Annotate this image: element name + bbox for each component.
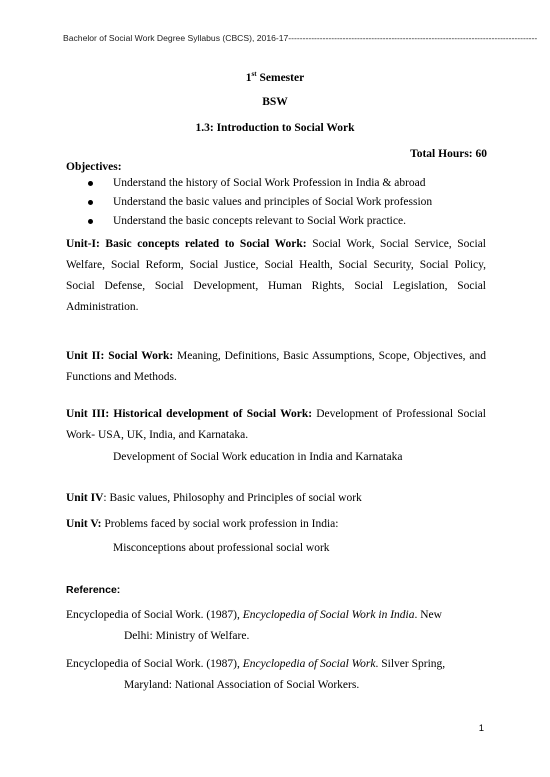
objectives-list — [85, 176, 432, 233]
unit-text: : Basic values, Philosophy and Principles of social work — [103, 492, 362, 504]
running-header-title: Bachelor of Social Work Degree Syllabus (CBCS), 2016-17 — [63, 33, 289, 43]
objective-item: Understand the history of Social Work Profession in India & abroad — [85, 176, 432, 195]
unit-5-subtopic: Misconceptions about professional social work — [113, 542, 330, 554]
unit-text: Meaning, Definitions, Basic Assumptions, Scope, Objectives, and Functions and Methods. — [66, 350, 486, 383]
program-heading: BSW — [262, 96, 288, 108]
unit-2 — [66, 346, 486, 388]
objectives-heading: Objectives: — [66, 161, 122, 173]
reference-item — [66, 605, 491, 647]
reference-after: . Silver Spring, — [375, 658, 446, 670]
objective-item: Understand the basic values and principles of Social Work profession — [85, 195, 432, 214]
reference-publisher: Delhi: Ministry of Welfare. — [124, 630, 250, 642]
semester-number: 1 — [245, 71, 252, 84]
total-hours: Total Hours: 60 — [410, 148, 487, 160]
running-header-rule: --------------------------------------------------------------------------------------- — [288, 33, 538, 43]
unit-label: Unit II: Social Work: — [66, 350, 174, 362]
running-header — [63, 33, 538, 43]
semester-heading — [0, 70, 550, 84]
unit-5 — [66, 514, 486, 535]
semester-ordinal: st — [251, 70, 257, 78]
unit-label: Unit IV — [66, 492, 104, 504]
unit-1 — [66, 234, 486, 318]
unit-3-subtopic: Development of Social Work education in India and Karnataka — [113, 451, 403, 463]
paper-title: 1.3: Introduction to Social Work — [195, 122, 355, 134]
reference-title: Encyclopedia of Social Work in India — [242, 609, 415, 621]
semester-word: Semester — [256, 71, 305, 84]
reference-publisher: Maryland: National Association of Social Workers. — [124, 679, 360, 691]
objective-item: Understand the basic concepts relevant to Social Work practice. — [85, 214, 432, 233]
reference-title: Encyclopedia of Social Work — [242, 658, 376, 670]
unit-3 — [66, 404, 486, 446]
unit-label: Unit V: — [66, 518, 102, 530]
reference-author: Encyclopedia of Social Work. (1987), — [66, 658, 240, 670]
unit-label: Unit-I: Basic concepts related to Social Work: — [66, 238, 307, 250]
unit-text: Social Work, Social Service, Social Welfare, Social Reform, Social Justice, Social Health, Social Security, Social Policy, Social Defense, Social Development, Human Rights, Social Legislation, Social Administration. — [66, 238, 486, 313]
unit-4 — [66, 488, 486, 509]
page-number: 1 — [478, 723, 484, 734]
reference-heading: Reference: — [66, 584, 121, 596]
reference-item — [66, 654, 491, 696]
unit-label: Unit III: Historical development of Social Work: — [66, 408, 313, 420]
unit-text: Problems faced by social work profession in India: — [101, 518, 339, 530]
unit-text: Development of Professional Social Work- USA, UK, India, and Karnataka. — [66, 408, 486, 441]
reference-after: . New — [414, 609, 442, 621]
reference-author: Encyclopedia of Social Work. (1987), — [66, 609, 240, 621]
